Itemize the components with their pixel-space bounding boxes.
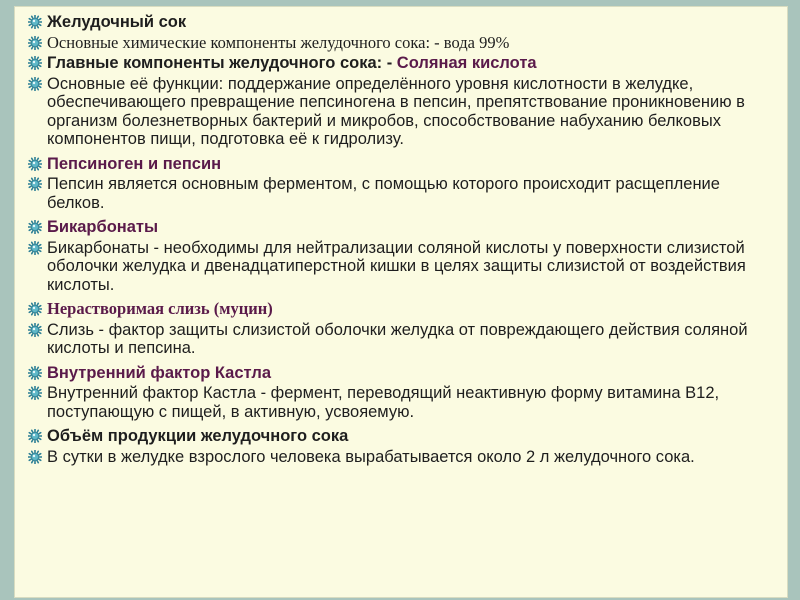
sun-bullet-icon <box>25 300 47 318</box>
sun-bullet-icon <box>25 364 47 382</box>
list-item <box>25 75 765 149</box>
item-heading: Пепсиноген и пепсин <box>47 154 222 173</box>
item-text: Бикарбонаты - необходимы для нейтрализации соляной кислоты у поверхности слизистой оболочки желудка и двенадцатиперстной кишки в целях защиты слизистой от воздействия кислоты. <box>47 238 746 294</box>
item-text: Основные химические компоненты желудочного сока: - вода 99% <box>47 32 510 52</box>
list-item <box>25 54 765 73</box>
sun-bullet-icon <box>25 75 47 93</box>
bullet-list <box>25 11 765 466</box>
item-heading: Внутренний фактор Кастла <box>47 363 272 382</box>
list-item <box>25 34 765 53</box>
sun-bullet-icon <box>25 54 47 72</box>
item-text <box>47 54 765 73</box>
list-item <box>25 239 765 295</box>
item-heading: Объём продукции желудочного сока <box>47 427 349 445</box>
item-text: Основные её функции: поддержание определённого уровня кислотности в желудке, обеспечивающего превращение пепсиногена в пепсин, препятствование проникновению в организм болезнетворных бактерий и микробов, способствование набуханию белковых компонентов пищи, подготовка её к гидролизу. <box>47 74 745 148</box>
list-item <box>25 300 765 319</box>
sun-bullet-icon <box>25 175 47 193</box>
sun-bullet-icon <box>25 427 47 445</box>
sun-bullet-icon <box>25 155 47 173</box>
item-label: Главные компоненты желудочного сока: - <box>47 54 397 72</box>
sun-bullet-icon <box>25 34 47 52</box>
sun-bullet-icon <box>25 384 47 402</box>
item-text: Внутренний фактор Кастла - фермент, переводящий неактивную форму витамина B12, поступающую с пищей, в активную, усвояемую. <box>47 384 720 421</box>
list-item <box>25 448 765 467</box>
sun-bullet-icon <box>25 13 47 31</box>
item-text: Желудочный сок <box>47 13 187 31</box>
item-heading: Нерастворимая слизь (муцин) <box>47 299 273 318</box>
item-text: Слизь - фактор защиты слизистой оболочки желудка от повреждающего действия соляной кислоты и пепсина. <box>47 320 748 357</box>
item-heading: Бикарбонаты <box>47 218 159 236</box>
list-item <box>25 384 765 421</box>
list-item <box>25 175 765 212</box>
list-item <box>25 427 765 446</box>
item-text: Пепсин является основным ферментом, с помощью которого происходит расщепление белков. <box>47 175 720 212</box>
list-item <box>25 321 765 358</box>
sun-bullet-icon <box>25 239 47 257</box>
sun-bullet-icon <box>25 321 47 339</box>
sun-bullet-icon <box>25 448 47 466</box>
list-item <box>25 364 765 383</box>
list-item <box>25 155 765 174</box>
list-item <box>25 218 765 237</box>
slide <box>14 6 788 598</box>
item-accent: Соляная кислота <box>396 54 537 72</box>
list-item <box>25 13 765 32</box>
item-text: В сутки в желудке взрослого человека вырабатывается около 2 л желудочного сока. <box>47 447 695 466</box>
sun-bullet-icon <box>25 218 47 236</box>
